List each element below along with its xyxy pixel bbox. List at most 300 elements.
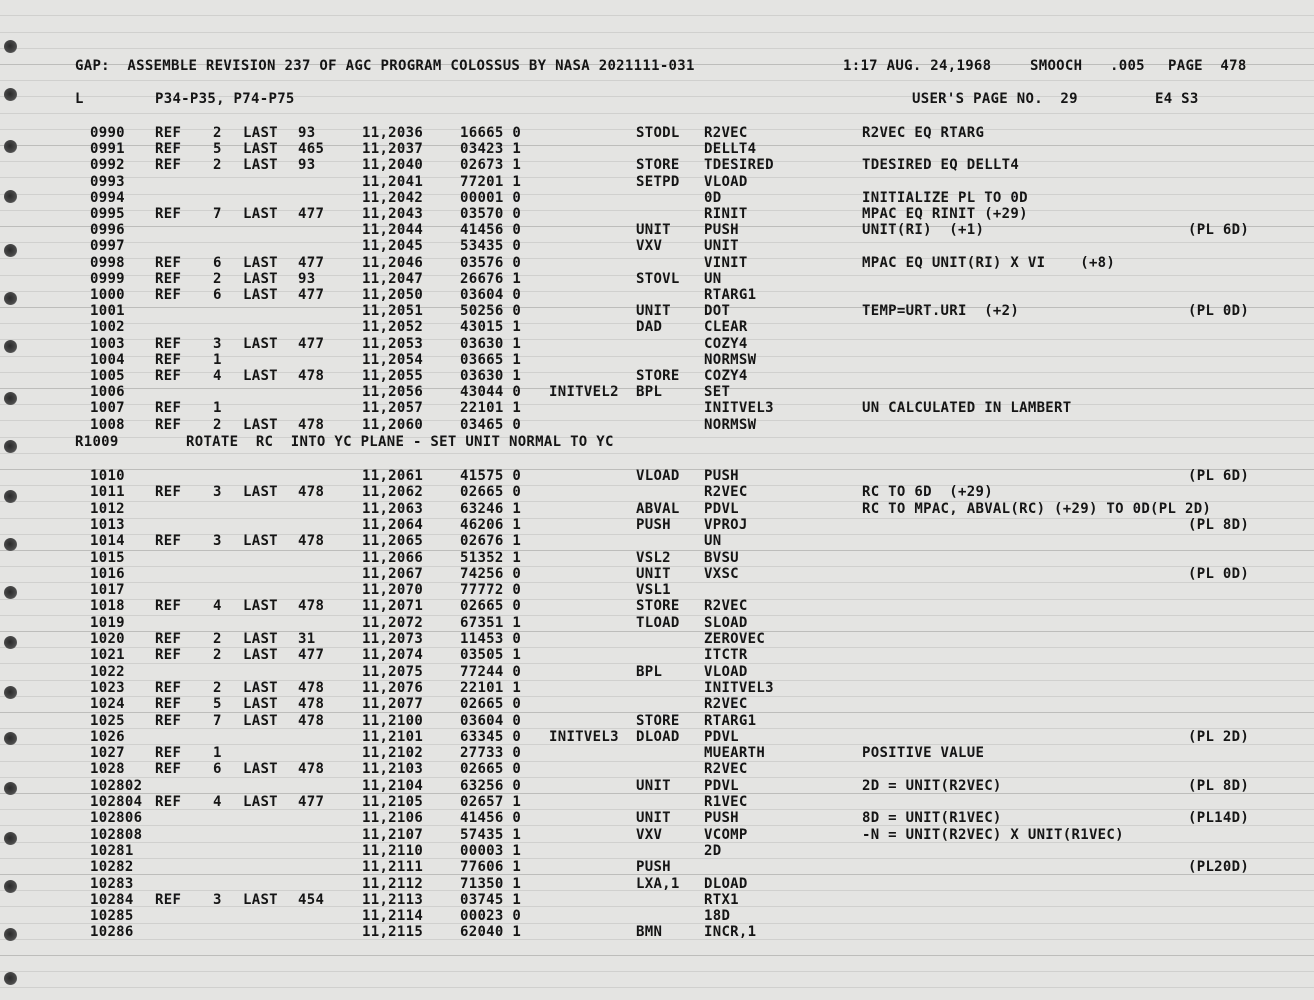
ref-count: 5 <box>213 696 222 713</box>
address: 11,2044 <box>362 222 424 239</box>
pushdown-level: (PL 6D) <box>1188 222 1250 239</box>
opcode: ABVAL <box>636 500 680 517</box>
octal-word: 77606 1 <box>460 859 522 876</box>
octal-word: 02676 1 <box>460 533 522 550</box>
last-keyword: LAST <box>243 631 278 647</box>
last-keyword: LAST <box>243 696 278 713</box>
octal-word: 50256 0 <box>460 303 522 320</box>
line-number: 1025 <box>90 712 125 729</box>
address: 11,2052 <box>362 319 424 336</box>
address: 11,2053 <box>362 335 424 352</box>
last-keyword: LAST <box>243 533 278 550</box>
ref-count: 2 <box>213 631 222 647</box>
line-number: 1015 <box>90 549 125 566</box>
address: 11,2036 <box>362 125 424 141</box>
address: 11,2047 <box>362 270 424 287</box>
operand: ITCTR <box>704 647 748 664</box>
opcode: UNIT <box>636 303 671 320</box>
opcode: PUSH <box>636 859 671 876</box>
opcode: VSL1 <box>636 582 671 599</box>
address: 11,2060 <box>362 416 424 433</box>
operand: VINIT <box>704 254 748 271</box>
line-number: 1005 <box>90 368 125 384</box>
last-page: 93 <box>298 125 316 141</box>
address: 11,2103 <box>362 761 424 778</box>
last-keyword: LAST <box>243 141 278 158</box>
address: 11,2112 <box>362 875 424 892</box>
ref-keyword: REF <box>155 254 182 271</box>
octal-word: 16665 0 <box>460 125 522 141</box>
last-page: 93 <box>298 157 316 174</box>
address: 11,2076 <box>362 679 424 696</box>
address: 11,2042 <box>362 189 424 206</box>
operand: DELLT4 <box>704 141 757 158</box>
octal-word: 00001 0 <box>460 189 522 206</box>
line-number: 10286 <box>90 924 134 941</box>
line-number: 0998 <box>90 254 125 271</box>
address: 11,2073 <box>362 631 424 647</box>
feed-hole <box>4 928 17 941</box>
ref-keyword: REF <box>155 125 182 141</box>
comment: 8D = UNIT(R1VEC) <box>862 810 1002 827</box>
octal-word: 51352 1 <box>460 549 522 566</box>
line-number: 1022 <box>90 663 125 680</box>
operand: VLOAD <box>704 663 748 680</box>
remark-number: R1009 <box>75 434 119 450</box>
ref-keyword: REF <box>155 891 182 908</box>
label: INITVEL3 <box>549 728 619 745</box>
line-number: 0991 <box>90 141 125 158</box>
last-keyword: LAST <box>243 270 278 287</box>
address: 11,2070 <box>362 582 424 599</box>
ref-keyword: REF <box>155 484 182 501</box>
ref-count: 4 <box>213 368 222 384</box>
opcode: VXV <box>636 238 663 255</box>
address: 11,2106 <box>362 810 424 827</box>
comment: UNIT(RI) (+1) <box>862 222 985 239</box>
operand: DOT <box>704 303 731 320</box>
line-number: 0994 <box>90 189 125 206</box>
address: 11,2072 <box>362 614 424 631</box>
line-number: 1017 <box>90 582 125 599</box>
operand: COZY4 <box>704 368 748 384</box>
line-number: 10283 <box>90 875 134 892</box>
address: 11,2077 <box>362 696 424 713</box>
octal-word: 22101 1 <box>460 679 522 696</box>
feed-hole <box>4 340 17 353</box>
operand: ZEROVEC <box>704 631 766 647</box>
address: 11,2102 <box>362 745 424 762</box>
opcode: BPL <box>636 384 663 401</box>
line-number: 0996 <box>90 222 125 239</box>
operand: R2VEC <box>704 598 748 615</box>
opcode: VLOAD <box>636 468 680 484</box>
last-keyword: LAST <box>243 157 278 174</box>
user-name: SMOOCH <box>1030 58 1083 74</box>
comment: R2VEC EQ RTARG <box>862 125 985 141</box>
operand: RTARG1 <box>704 287 757 303</box>
line-number: 1019 <box>90 614 125 631</box>
octal-word: 00003 1 <box>460 842 522 859</box>
ref-keyword: REF <box>155 794 182 810</box>
comment: UN CALCULATED IN LAMBERT <box>862 400 1072 417</box>
feed-hole <box>4 972 17 985</box>
page-number: PAGE 478 <box>1168 58 1247 74</box>
octal-word: 62040 1 <box>460 924 522 941</box>
ref-keyword: REF <box>155 368 182 384</box>
last-keyword: LAST <box>243 287 278 303</box>
operand: R1VEC <box>704 794 748 810</box>
operand: 2D <box>704 842 722 859</box>
operand: UN <box>704 533 722 550</box>
opcode: SETPD <box>636 173 680 190</box>
line-number: 1018 <box>90 598 125 615</box>
octal-word: 03570 0 <box>460 206 522 222</box>
ref-count: 1 <box>213 351 222 368</box>
last-page: 477 <box>298 254 325 271</box>
ref-count: 6 <box>213 287 222 303</box>
address: 11,2055 <box>362 368 424 384</box>
address: 11,2110 <box>362 842 424 859</box>
address: 11,2113 <box>362 891 424 908</box>
revision-number: .005 <box>1110 58 1145 74</box>
operand: UN <box>704 270 722 287</box>
octal-word: 03465 0 <box>460 416 522 433</box>
address: 11,2111 <box>362 859 424 876</box>
address: 11,2115 <box>362 924 424 941</box>
address: 11,2041 <box>362 173 424 190</box>
ref-keyword: REF <box>155 761 182 778</box>
feed-hole <box>4 636 17 649</box>
address: 11,2045 <box>362 238 424 255</box>
address: 11,2037 <box>362 141 424 158</box>
address: 11,2100 <box>362 712 424 729</box>
octal-word: 02665 0 <box>460 696 522 713</box>
octal-word: 03630 1 <box>460 335 522 352</box>
pushdown-level: (PL 8D) <box>1188 777 1250 794</box>
octal-word: 22101 1 <box>460 400 522 417</box>
ref-keyword: REF <box>155 270 182 287</box>
address: 11,2051 <box>362 303 424 320</box>
ref-count: 2 <box>213 679 222 696</box>
octal-word: 02657 1 <box>460 794 522 810</box>
octal-word: 43015 1 <box>460 319 522 336</box>
address: 11,2046 <box>362 254 424 271</box>
address: 11,2071 <box>362 598 424 615</box>
ref-count: 1 <box>213 745 222 762</box>
pushdown-level: (PL14D) <box>1188 810 1250 827</box>
octal-word: 02665 0 <box>460 598 522 615</box>
octal-word: 77244 0 <box>460 663 522 680</box>
line-number: 1013 <box>90 516 125 533</box>
operand: VLOAD <box>704 173 748 190</box>
ref-keyword: REF <box>155 647 182 664</box>
opcode: LXA,1 <box>636 875 680 892</box>
line-number: 102804 <box>90 794 143 810</box>
address: 11,2065 <box>362 533 424 550</box>
operand: BVSU <box>704 549 739 566</box>
address: 11,2074 <box>362 647 424 664</box>
opcode: STOVL <box>636 270 680 287</box>
last-page: 477 <box>298 794 325 810</box>
operand: PUSH <box>704 810 739 827</box>
operand: 18D <box>704 908 731 925</box>
address: 11,2064 <box>362 516 424 533</box>
last-page: 93 <box>298 270 316 287</box>
last-keyword: LAST <box>243 679 278 696</box>
ref-keyword: REF <box>155 351 182 368</box>
last-page: 478 <box>298 533 325 550</box>
address: 11,2105 <box>362 794 424 810</box>
octal-word: 77772 0 <box>460 582 522 599</box>
line-number: 102806 <box>90 810 143 827</box>
operand: TDESIRED <box>704 157 774 174</box>
line-number: 0995 <box>90 206 125 222</box>
address: 11,2101 <box>362 728 424 745</box>
comment: TDESIRED EQ DELLT4 <box>862 157 1020 174</box>
operand: PUSH <box>704 222 739 239</box>
bank-label: E4 S3 <box>1155 91 1199 107</box>
operand: RINIT <box>704 206 748 222</box>
line-number: 1008 <box>90 416 125 433</box>
octal-word: 03745 1 <box>460 891 522 908</box>
last-page: 478 <box>298 598 325 615</box>
octal-word: 53435 0 <box>460 238 522 255</box>
opcode: STODL <box>636 125 680 141</box>
line-number: 1024 <box>90 696 125 713</box>
ref-count: 3 <box>213 484 222 501</box>
octal-word: 02665 0 <box>460 484 522 501</box>
octal-word: 03423 1 <box>460 141 522 158</box>
last-keyword: LAST <box>243 335 278 352</box>
comment: RC TO 6D (+29) <box>862 484 993 501</box>
ref-count: 4 <box>213 794 222 810</box>
ref-count: 3 <box>213 533 222 550</box>
octal-word: 03630 1 <box>460 368 522 384</box>
line-number: 1010 <box>90 468 125 484</box>
ref-keyword: REF <box>155 141 182 158</box>
opcode: BMN <box>636 924 663 941</box>
opcode: STORE <box>636 712 680 729</box>
ref-keyword: REF <box>155 157 182 174</box>
feed-hole <box>4 392 17 405</box>
label: INITVEL2 <box>549 384 619 401</box>
pushdown-level: (PL 8D) <box>1188 516 1250 533</box>
ref-count: 2 <box>213 125 222 141</box>
last-page: 478 <box>298 696 325 713</box>
octal-word: 03505 1 <box>460 647 522 664</box>
opcode: DAD <box>636 319 663 336</box>
opcode: UNIT <box>636 810 671 827</box>
last-page: 478 <box>298 416 325 433</box>
ref-count: 7 <box>213 712 222 729</box>
ref-count: 1 <box>213 400 222 417</box>
last-keyword: LAST <box>243 794 278 810</box>
line-number: 0993 <box>90 173 125 190</box>
operand: RTARG1 <box>704 712 757 729</box>
opcode: UNIT <box>636 565 671 582</box>
ref-count: 3 <box>213 335 222 352</box>
ref-keyword: REF <box>155 287 182 303</box>
last-page: 477 <box>298 647 325 664</box>
octal-word: 00023 0 <box>460 908 522 925</box>
octal-word: 77201 1 <box>460 173 522 190</box>
address: 11,2040 <box>362 157 424 174</box>
ref-keyword: REF <box>155 416 182 433</box>
listing-header <box>0 58 1247 74</box>
remark-text: ROTATE RC INTO YC PLANE - SET UNIT NORMAL TO YC <box>186 434 614 450</box>
operand: R2VEC <box>704 761 748 778</box>
address: 11,2066 <box>362 549 424 566</box>
comment: 2D = UNIT(R2VEC) <box>862 777 1002 794</box>
address: 11,2056 <box>362 384 424 401</box>
last-keyword: LAST <box>243 416 278 433</box>
address: 11,2057 <box>362 400 424 417</box>
octal-word: 03604 0 <box>460 712 522 729</box>
octal-word: 63246 1 <box>460 500 522 517</box>
last-page: 477 <box>298 206 325 222</box>
last-page: 477 <box>298 335 325 352</box>
opcode: TLOAD <box>636 614 680 631</box>
comment: POSITIVE VALUE <box>862 745 985 762</box>
line-number: 1011 <box>90 484 125 501</box>
address: 11,2054 <box>362 351 424 368</box>
line-number: 0999 <box>90 270 125 287</box>
assembly-title: GAP: ASSEMBLE REVISION 237 OF AGC PROGRAM COLOSSUS BY NASA 2021111-031 <box>75 58 695 74</box>
users-page-number: USER'S PAGE NO. 29 <box>912 91 1078 107</box>
last-keyword: LAST <box>243 712 278 729</box>
address: 11,2061 <box>362 468 424 484</box>
feed-hole <box>4 832 17 845</box>
octal-word: 27733 0 <box>460 745 522 762</box>
ref-count: 4 <box>213 598 222 615</box>
ref-keyword: REF <box>155 206 182 222</box>
address: 11,2050 <box>362 287 424 303</box>
operand: INCR,1 <box>704 924 757 941</box>
octal-word: 41456 0 <box>460 222 522 239</box>
last-keyword: LAST <box>243 891 278 908</box>
feed-hole <box>4 586 17 599</box>
comment: RC TO MPAC, ABVAL(RC) (+29) TO 0D(PL 2D) <box>862 500 1212 517</box>
last-keyword: LAST <box>243 598 278 615</box>
ref-keyword: REF <box>155 712 182 729</box>
operand: MUEARTH <box>704 745 766 762</box>
comment: TEMP=URT.URI (+2) <box>862 303 1020 320</box>
ref-keyword: REF <box>155 631 182 647</box>
ref-count: 6 <box>213 761 222 778</box>
feed-hole <box>4 686 17 699</box>
last-keyword: LAST <box>243 254 278 271</box>
line-number: 1016 <box>90 565 125 582</box>
feed-hole <box>4 244 17 257</box>
line-number: 1000 <box>90 287 125 303</box>
opcode: UNIT <box>636 777 671 794</box>
octal-word: 26676 1 <box>460 270 522 287</box>
operand: NORMSW <box>704 416 757 433</box>
opcode: UNIT <box>636 222 671 239</box>
line-number: 1021 <box>90 647 125 664</box>
operand: RTX1 <box>704 891 739 908</box>
feed-hole <box>4 782 17 795</box>
ref-keyword: REF <box>155 598 182 615</box>
line-number: 102802 <box>90 777 143 794</box>
ref-keyword: REF <box>155 679 182 696</box>
last-page: 478 <box>298 679 325 696</box>
pushdown-level: (PL 6D) <box>1188 468 1250 484</box>
opcode: STORE <box>636 598 680 615</box>
run-timestamp: 1:17 AUG. 24,1968 <box>843 58 992 74</box>
feed-hole <box>4 40 17 53</box>
operand: VPROJ <box>704 516 748 533</box>
octal-word: 57435 1 <box>460 826 522 843</box>
octal-word: 63345 0 <box>460 728 522 745</box>
last-keyword: LAST <box>243 368 278 384</box>
operand: INITVEL3 <box>704 400 774 417</box>
feed-hole <box>4 292 17 305</box>
line-number: 0990 <box>90 125 125 141</box>
feed-hole <box>4 880 17 893</box>
line-number: 0997 <box>90 238 125 255</box>
line-number: 1007 <box>90 400 125 417</box>
octal-word: 11453 0 <box>460 631 522 647</box>
line-number: 1012 <box>90 500 125 517</box>
opcode: STORE <box>636 368 680 384</box>
address: 11,2063 <box>362 500 424 517</box>
ref-count: 5 <box>213 141 222 158</box>
last-page: 478 <box>298 484 325 501</box>
pushdown-level: (PL20D) <box>1188 859 1250 876</box>
comment: INITIALIZE PL TO 0D <box>862 189 1028 206</box>
last-keyword: LAST <box>243 206 278 222</box>
comment: MPAC EQ UNIT(RI) X VI (+8) <box>862 254 1116 271</box>
line-number: 102808 <box>90 826 143 843</box>
opcode: STORE <box>636 157 680 174</box>
line-number: 1003 <box>90 335 125 352</box>
ref-count: 7 <box>213 206 222 222</box>
octal-word: 41456 0 <box>460 810 522 827</box>
ref-count: 2 <box>213 416 222 433</box>
pushdown-level: (PL 0D) <box>1188 303 1250 320</box>
ref-keyword: REF <box>155 335 182 352</box>
address: 11,2114 <box>362 908 424 925</box>
ref-keyword: REF <box>155 400 182 417</box>
ref-count: 3 <box>213 891 222 908</box>
octal-word: 03576 0 <box>460 254 522 271</box>
octal-word: 67351 1 <box>460 614 522 631</box>
address: 11,2043 <box>362 206 424 222</box>
last-keyword: LAST <box>243 647 278 664</box>
log-section-title: P34-P35, P74-P75 <box>155 91 295 107</box>
pushdown-level: (PL 2D) <box>1188 728 1250 745</box>
feed-hole <box>4 190 17 203</box>
operand: VXSC <box>704 565 739 582</box>
log-section-header <box>0 91 1199 107</box>
ref-count: 2 <box>213 270 222 287</box>
opcode: DLOAD <box>636 728 680 745</box>
ref-keyword: REF <box>155 696 182 713</box>
octal-word: 74256 0 <box>460 565 522 582</box>
last-keyword: LAST <box>243 761 278 778</box>
ref-count: 6 <box>213 254 222 271</box>
operand: CLEAR <box>704 319 748 336</box>
octal-word: 71350 1 <box>460 875 522 892</box>
octal-word: 46206 1 <box>460 516 522 533</box>
octal-word: 43044 0 <box>460 384 522 401</box>
ref-count: 2 <box>213 157 222 174</box>
operand: SET <box>704 384 731 401</box>
line-number: 1020 <box>90 631 125 647</box>
operand: R2VEC <box>704 484 748 501</box>
